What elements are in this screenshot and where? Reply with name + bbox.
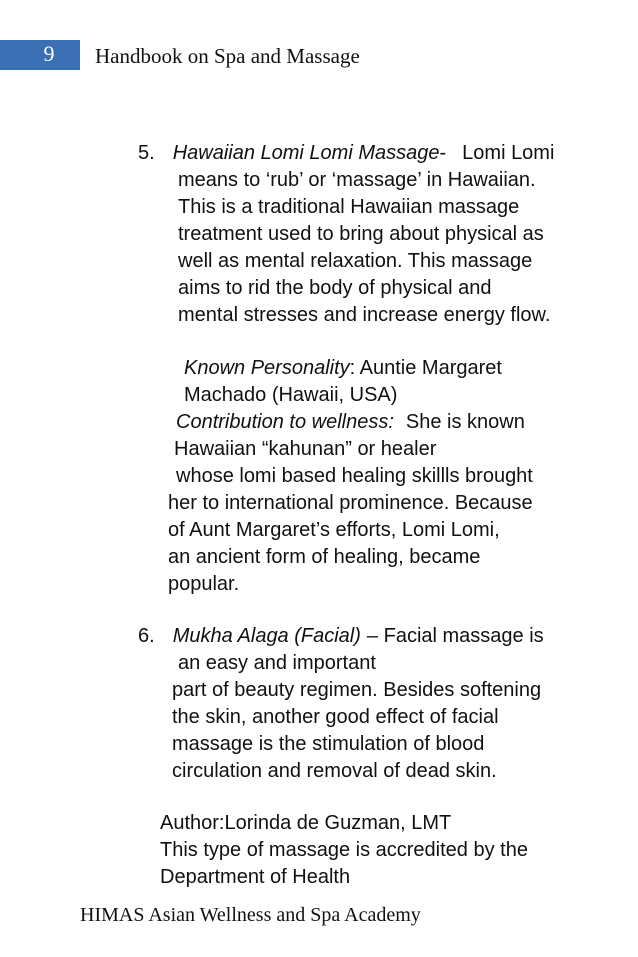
contribution-line-4: of Aunt Margaret’s efforts, Lomi Lomi,	[168, 519, 500, 541]
page-header	[0, 40, 638, 70]
item6-number: 6.	[138, 625, 155, 647]
item6-line-5: circulation and removal of dead skin.	[172, 760, 497, 782]
contribution-line-1: Hawaiian “kahunan” or healer	[174, 438, 437, 460]
contribution-line-0: She is known	[405, 411, 525, 433]
contribution-label: Contribution to wellness:	[176, 411, 394, 433]
item5-line-5: aims to rid the body of physical and	[178, 277, 492, 299]
item5-line-6: mental stresses and increase energy flow.	[178, 304, 551, 326]
item5-line-4: well as mental relaxation. This massage	[178, 250, 533, 272]
contribution-line-3: her to international prominence. Because	[168, 492, 533, 514]
item5-number: 5.	[138, 142, 155, 164]
item5-line-3: treatment used to bring about physical as	[178, 223, 544, 245]
item6-line-2: part of beauty regimen. Besides softening	[172, 679, 542, 701]
item5-line-2: This is a traditional Hawaiian massage	[178, 196, 520, 218]
contribution-line-5: an ancient form of healing, became	[168, 546, 481, 568]
item5-first-line	[138, 141, 554, 165]
known-personality-line2: Machado (Hawaii, USA)	[184, 384, 398, 406]
item5-dash: -	[439, 142, 447, 164]
item6-line-0: – Facial massage is	[366, 625, 544, 647]
item6-line-4: massage is the stimulation of blood	[172, 733, 485, 755]
known-personality-label: Known Personality	[184, 357, 350, 379]
item5-line-1: means to ‘rub’ or ‘massage’ in Hawaiian.	[178, 169, 536, 191]
item5-title: Hawaiian Lomi Lomi Massage	[172, 142, 440, 164]
page-number: 9	[43, 41, 55, 66]
page-footer: HIMAS Asian Wellness and Spa Academy	[80, 904, 421, 926]
contribution-line	[176, 410, 525, 434]
known-personality-value: : Auntie Margaret	[349, 357, 502, 379]
item6-line-1: an easy and important	[178, 652, 376, 674]
author-line-1: This type of massage is accredited by the	[160, 839, 528, 861]
author-line-2: Department of Health	[160, 866, 351, 888]
item6-line-3: the skin, another good effect of facial	[172, 706, 499, 728]
header-title: Handbook on Spa and Massage	[95, 44, 360, 68]
item5-line-0: Lomi Lomi	[462, 142, 555, 164]
contribution-line-6: popular.	[168, 573, 240, 595]
known-personality-line	[184, 356, 502, 380]
author-line-0: Author:Lorinda de Guzman, LMT	[160, 812, 452, 834]
item6-title: Mukha Alaga (Facial)	[172, 625, 361, 647]
item6-first-line	[138, 624, 544, 648]
contribution-line-2: whose lomi based healing skillls brought	[176, 465, 533, 487]
